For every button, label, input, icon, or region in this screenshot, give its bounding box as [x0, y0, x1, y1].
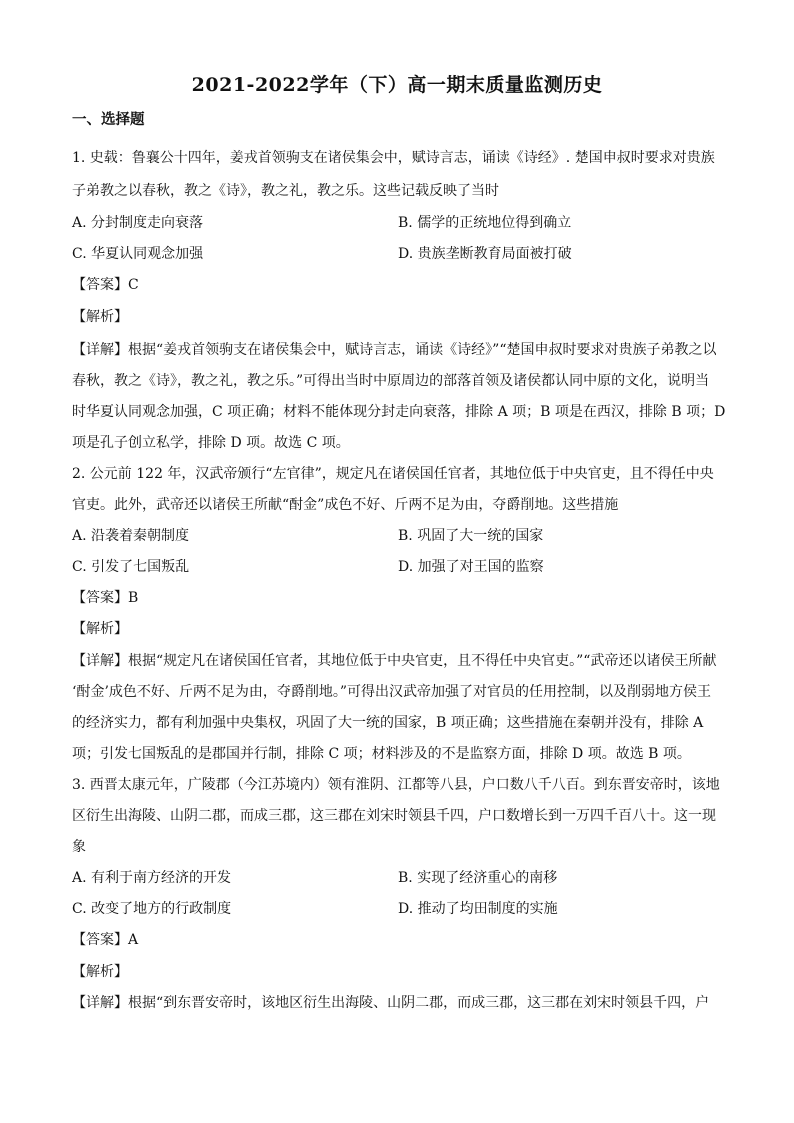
question-1-answer: 【答案】C [72, 277, 139, 293]
question-1-detail-line-3: 时华夏认同观念加强，C 项正确；材料不能体现分封走向衰落，排除 A 项；B 项是在西汉，排除 B 项；D [72, 404, 726, 420]
page-title: 2021-2022学年（下）高一期末质量监测历史 [191, 74, 603, 96]
question-2-option-a: A. 沿袭着秦朝制度 [72, 528, 190, 544]
question-2-option-b: B. 巩固了大一统的国家 [398, 528, 544, 544]
question-1-option-d: D. 贵族垄断教育局面被打破 [398, 246, 572, 262]
question-3-option-b: B. 实现了经济重心的南移 [398, 870, 558, 886]
question-3-stem-line-1: 3. 西晋太康元年，广陵郡（今江苏境内）领有淮阴、江都等八县，户口数八千八百。到东晋安帝时，该地 [72, 777, 720, 793]
question-2-detail-line-4: 项；引发七国叛乱的是郡国并行制，排除 C 项；材料涉及的不是监察方面，排除 D 项。故选 B 项。 [72, 746, 691, 762]
question-3-option-d: D. 推动了均田制度的实施 [398, 901, 558, 917]
question-1-analysis: 【解析】 [72, 309, 128, 325]
question-2-detail-line-1: 【详解】根据“规定凡在诸侯国任官者，其地位低于中央官吏，且不得任中央官吏。”“武帝还以诸侯王所献 [72, 653, 717, 669]
question-2-detail-line-2: ‘酎金’成色不好、斤两不足为由，夺爵削地。”可得出汉武帝加强了对官员的任用控制，以及削弱地方侯王 [72, 684, 712, 700]
question-1-detail-line-2: 春秋，教之《诗》，教之礼，教之乐。”可得出当时中原周边的部落首领及诸侯都认同中原的文化，说明当 [72, 373, 710, 389]
question-2-stem-line-2: 官吏。此外，武帝还以诸侯王所献“酎金”成色不好、斤两不足为由，夺爵削地。这些措施 [72, 497, 619, 513]
question-3-analysis: 【解析】 [72, 964, 128, 980]
question-3-stem-line-3: 象 [72, 839, 86, 855]
question-3-answer: 【答案】A [72, 932, 139, 948]
question-1-option-c: C. 华夏认同观念加强 [72, 246, 204, 262]
section-heading: 一、选择题 [72, 111, 145, 128]
question-1-stem-line-2: 子弟教之以春秋，教之《诗》，教之礼，教之乐。这些记载反映了当时 [72, 183, 499, 199]
question-2-detail-line-3: 的经济实力，都有利加强中央集权，巩固了大一统的国家，B 项正确；这些措施在秦朝并没有，排除 A [72, 715, 704, 731]
question-1-option-b: B. 儒学的正统地位得到确立 [398, 215, 572, 231]
question-1-stem-line-1: 1. 史载：鲁襄公十四年，姜戎首领驹支在诸侯集会中，赋诗言志，诵读《诗经》. 楚国申叔时要求对贵族 [72, 150, 715, 166]
question-1-option-a: A. 分封制度走向衰落 [72, 215, 204, 231]
question-2-option-c: C. 引发了七国叛乱 [72, 559, 190, 575]
question-2-stem-line-1: 2. 公元前 122 年，汉武帝颁行“左官律”，规定凡在诸侯国任官者，其地位低于中央官吏，且不得任中央 [72, 466, 714, 482]
question-3-detail-line-1: 【详解】根据“到东晋安帝时，该地区衍生出海陵、山阴二郡，而成三郡，这三郡在刘宋时领县千四，户 [72, 995, 710, 1011]
question-3-stem-line-2: 区衍生出海陵、山阴二郡，而成三郡，这三郡在刘宋时领县千四，户口数增长到一万四千百八十。这一现 [72, 808, 716, 824]
question-2-option-d: D. 加强了对王国的监察 [398, 559, 544, 575]
question-2-answer: 【答案】B [72, 590, 139, 606]
question-3-option-c: C. 改变了地方的行政制度 [72, 901, 232, 917]
question-2-analysis: 【解析】 [72, 621, 128, 637]
question-1-detail-line-4: 项是孔子创立私学，排除 D 项。故选 C 项。 [72, 435, 350, 451]
question-1-detail-line-1: 【详解】根据“姜戎首领驹支在诸侯集会中，赋诗言志，诵读《诗经》”“楚国申叔时要求对贵族子弟教之以 [72, 342, 717, 358]
question-3-option-a: A. 有利于南方经济的开发 [72, 870, 232, 886]
